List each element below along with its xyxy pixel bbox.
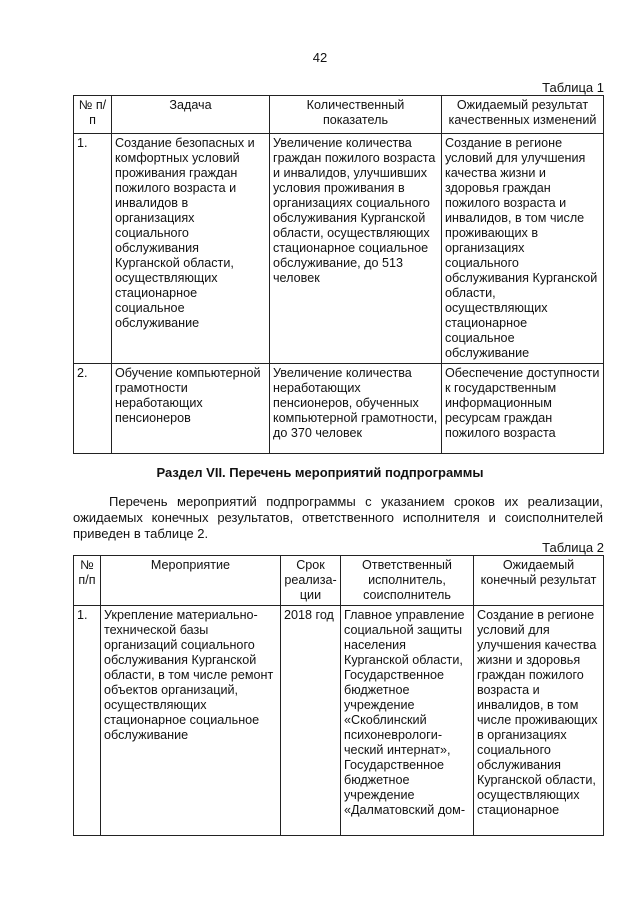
table-cell: Увеличение количества неработающих пенсионеров, обученных компьютерной грамотности, до 370 человек	[270, 364, 442, 454]
table-row	[74, 134, 604, 364]
table-2-caption: Таблица 2	[542, 540, 604, 555]
table-2-header-cell: № п/п	[74, 556, 101, 606]
table-cell: 1.	[74, 606, 101, 836]
table-cell: 2.	[74, 364, 112, 454]
table-1-header-row	[74, 96, 604, 134]
section-heading: Раздел VII. Перечень мероприятий подпрограммы	[156, 465, 484, 480]
table-2-header-row	[74, 556, 604, 606]
table-2-header-cell: Срок реализа-ции	[281, 556, 341, 606]
table-cell: Главное управление социальной защиты населения Курганской области, Государственное бюджетное учреждение «Скоблинский психоневрологи-ческий интернат», Государственное бюджетное учреждение «Далматовский дом-	[341, 606, 474, 836]
body-paragraph: Перечень мероприятий подпрограммы с указанием сроков их реализации, ожидаемых конечных результатов, ответственного исполнителя и соисполнителей приведен в таблице 2.	[73, 494, 603, 541]
table-cell: Увеличение количества граждан пожилого возраста и инвалидов, улучшивших условия проживания в организациях социального обслуживания Курганской области, осуществляющих стационарное социальное обслуживание, до 513 человек	[270, 134, 442, 364]
table-1	[73, 95, 604, 454]
table-row	[74, 364, 604, 454]
table-1-header-cell: № п/п	[74, 96, 112, 134]
table-cell: Обучение компьютерной грамотности неработающих пенсионеров	[112, 364, 270, 454]
table-1-header-cell: Количественный показатель	[270, 96, 442, 134]
table-1-header-cell: Задача	[112, 96, 270, 134]
table-2	[73, 555, 604, 836]
table-1-caption: Таблица 1	[542, 80, 604, 95]
table-cell: 2018 год	[281, 606, 341, 836]
table-2-header-cell: Мероприятие	[101, 556, 281, 606]
table-2-header-cell: Ответственный исполнитель, соисполнитель	[341, 556, 474, 606]
table-cell: 1.	[74, 134, 112, 364]
table-1-header-cell: Ожидаемый результат качественных изменений	[442, 96, 604, 134]
table-2-header-cell: Ожидаемый конечный результат	[474, 556, 604, 606]
table-row	[74, 606, 604, 836]
table-cell: Создание в регионе условий для улучшения качества жизни и здоровья граждан пожилого возраста и инвалидов, в том числе проживающих в организациях социального обслуживания Курганской области, осуществляющих стационарное социальное обслуживание	[442, 134, 604, 364]
table-cell: Укрепление материально-технической базы организаций социального обслуживания Курганской области, в том числе ремонт объектов организаций, осуществляющих стационарное социальное обслуживание	[101, 606, 281, 836]
table-cell: Создание в регионе условий для улучшения качества жизни и здоровья граждан пожилого возраста и инвалидов, в том числе проживающих в организациях социального обслуживания Курганской области, осуществляющих стационарное	[474, 606, 604, 836]
table-cell: Обеспечение доступности к государственным информационным ресурсам граждан пожилого возраста	[442, 364, 604, 454]
table-cell: Создание безопасных и комфортных условий проживания граждан пожилого возраста и инвалидов в организациях социального обслуживания Курганской области, осуществляющих стационарное социальное обслуживание	[112, 134, 270, 364]
page-number: 42	[312, 50, 328, 65]
